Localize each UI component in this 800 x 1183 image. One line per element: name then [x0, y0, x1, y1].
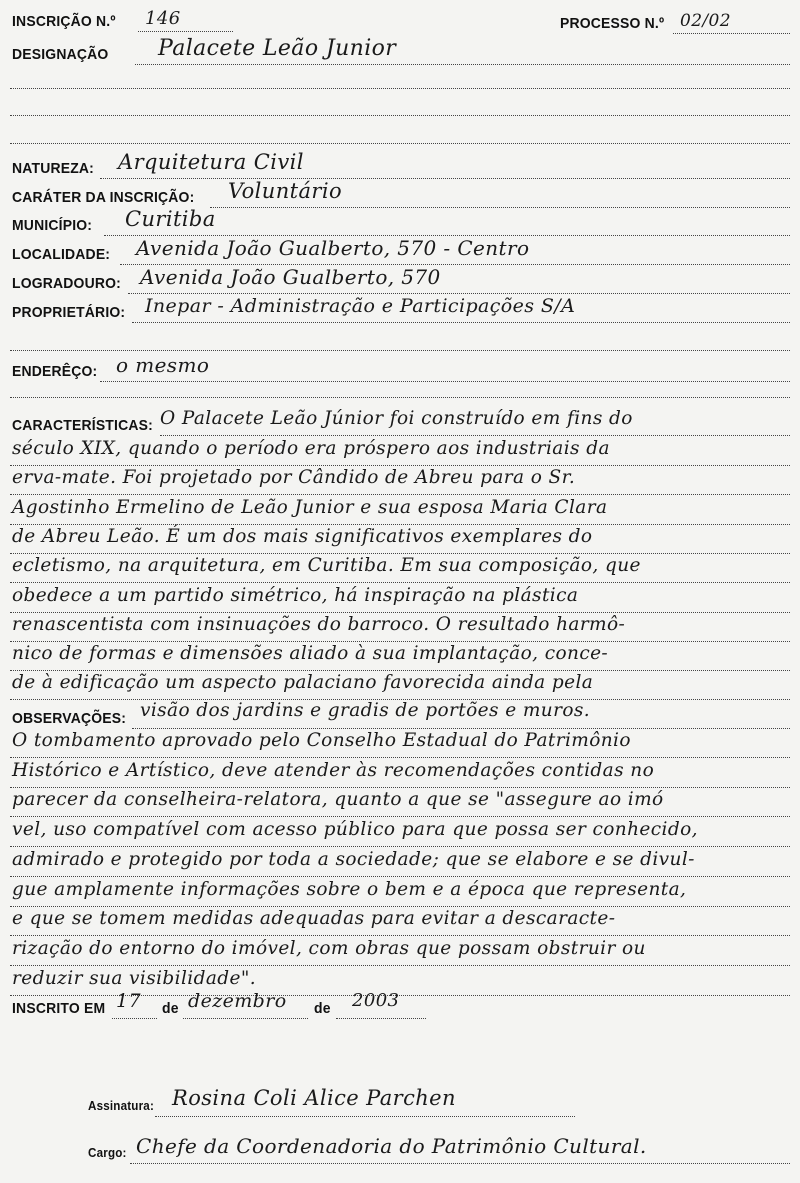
- assinatura-label: Assinatura:: [88, 1099, 155, 1113]
- proprietario-value: Inepar - Administração e Participações S/A: [145, 295, 576, 317]
- localidade-value: Avenida João Gualberto, 570 - Centro: [136, 236, 530, 260]
- handwritten-text-line: renascentista com insinuações do barroco. O resultado harmô-: [12, 613, 626, 635]
- processo-line: [673, 33, 790, 34]
- proprietario-label: PROPRIETÁRIO:: [12, 304, 126, 321]
- de-label: de: [314, 1000, 331, 1017]
- cargo-line: [130, 1163, 790, 1164]
- handwritten-text-line: obedece a um partido simétrico, há inspiração na plástica: [12, 584, 579, 606]
- caracteristicas-line: [160, 435, 790, 436]
- designacao-value: Palacete Leão Junior: [158, 36, 397, 61]
- handwritten-text-line: de Abreu Leão. É um dos mais significativos exemplares do: [12, 525, 593, 547]
- inscrito-day: 17: [116, 990, 141, 1012]
- cargo-value: Chefe da Coordenadoria do Patrimônio Cultural.: [136, 1134, 647, 1158]
- natureza-line: [100, 178, 790, 179]
- designacao-label: DESIGNAÇÃO: [12, 46, 109, 63]
- logradouro-line: [128, 293, 790, 294]
- blank-line: [10, 115, 790, 116]
- handwritten-text-line: século XIX, quando o período era próspero aos industriais da: [12, 438, 610, 459]
- assinatura-line: [155, 1116, 575, 1117]
- handwritten-text-line: rização do entorno do imóvel, com obras que possam obstruir ou: [12, 937, 646, 959]
- handwritten-text-line: nico de formas e dimensões aliado à sua implantação, conce-: [12, 643, 609, 665]
- blank-line: [10, 88, 790, 89]
- blank-line: [10, 397, 790, 398]
- endereco-label: ENDERÊÇO:: [12, 363, 98, 380]
- inscricao-value: 146: [145, 8, 181, 29]
- handwritten-text-line: erva-mate. Foi projetado por Cândido de Abreu para o Sr.: [12, 467, 576, 489]
- proprietario-line: [132, 322, 790, 323]
- localidade-label: LOCALIDADE:: [12, 246, 111, 263]
- carater-line: [210, 207, 790, 208]
- municipio-label: MUNICÍPIO:: [12, 217, 93, 234]
- handwritten-text-line: gue amplamente informações sobre o bem e a época que representa,: [12, 878, 687, 900]
- handwritten-text-line: reduzir sua visibilidade".: [12, 967, 257, 989]
- ruled-line: [10, 935, 790, 936]
- blank-line: [10, 143, 790, 144]
- municipio-value: Curitiba: [125, 207, 216, 231]
- ruled-line: [10, 816, 790, 817]
- ruled-line: [10, 612, 790, 613]
- inscrito-year: 2003: [352, 990, 400, 1011]
- cargo-label: Cargo:: [88, 1146, 127, 1160]
- handwritten-text-line: parecer da conselheira-relatora, quanto a que se "assegure ao imó: [12, 789, 664, 811]
- signature: Rosina Coli Alice Parchen: [172, 1086, 456, 1110]
- ruled-line: [10, 757, 790, 758]
- day-line: [112, 1018, 157, 1019]
- handwritten-text-line: O tombamento aprovado pelo Conselho Estadual do Patrimônio: [12, 730, 631, 751]
- natureza-value: Arquitetura Civil: [118, 150, 304, 174]
- handwritten-text-line: Histórico e Artístico, deve atender às recomendações contidas no: [12, 759, 655, 781]
- handwritten-text-line: e que se tomem medidas adequadas para evitar a descaracte-: [12, 908, 616, 930]
- observacoes-text-line: visão dos jardins e gradis de portões e muros.: [140, 700, 591, 721]
- caracteristicas-text-line: O Palacete Leão Júnior foi construído em fins do: [160, 408, 633, 429]
- ruled-line: [10, 465, 790, 466]
- logradouro-value: Avenida João Gualberto, 570: [140, 265, 441, 289]
- ruled-line: [10, 876, 790, 877]
- ruled-line: [10, 906, 790, 907]
- ruled-line: [10, 846, 790, 847]
- observacoes-label: OBSERVAÇÕES:: [12, 710, 127, 727]
- ruled-line: [10, 670, 790, 671]
- ruled-line: [10, 965, 790, 966]
- ruled-line: [10, 553, 790, 554]
- ruled-line: [10, 787, 790, 788]
- de-label: de: [162, 1000, 179, 1017]
- handwritten-text-line: Agostinho Ermelino de Leão Junior e sua esposa Maria Clara: [12, 496, 608, 518]
- carater-label: CARÁTER DA INSCRIÇÃO:: [12, 189, 195, 206]
- endereco-line: [100, 381, 790, 382]
- processo-value: 02/02: [680, 11, 731, 31]
- ruled-line: [10, 524, 790, 525]
- observacoes-line: [132, 728, 790, 729]
- month-line: [183, 1018, 308, 1019]
- ruled-line: [10, 641, 790, 642]
- handwritten-text-line: ecletismo, na arquitetura, em Curitiba. Em sua composição, que: [12, 555, 641, 577]
- handwritten-text-line: de à edificação um aspecto palaciano favorecida ainda pela: [12, 672, 594, 694]
- endereco-value: o mesmo: [116, 353, 210, 377]
- inscricao-line: [138, 31, 233, 32]
- designacao-line: [135, 64, 790, 65]
- logradouro-label: LOGRADOURO:: [12, 275, 121, 292]
- natureza-label: NATUREZA:: [12, 160, 95, 177]
- carater-value: Voluntário: [228, 179, 343, 203]
- year-line: [336, 1018, 426, 1019]
- ruled-line: [10, 582, 790, 583]
- handwritten-text-line: admirado e protegido por toda a sociedade; que se elabore e se divul-: [12, 848, 695, 870]
- processo-label: PROCESSO N.º: [560, 15, 665, 32]
- handwritten-text-line: vel, uso compatível com acesso público para que possa ser conhecido,: [12, 819, 698, 841]
- caracteristicas-label: CARACTERÍSTICAS:: [12, 417, 153, 434]
- inscrito-label: INSCRITO EM: [12, 1000, 106, 1017]
- blank-line: [10, 350, 790, 351]
- inscricao-label: INSCRIÇÃO N.º: [12, 13, 116, 30]
- inscrito-month: dezembro: [188, 990, 287, 1012]
- ruled-line: [10, 494, 790, 495]
